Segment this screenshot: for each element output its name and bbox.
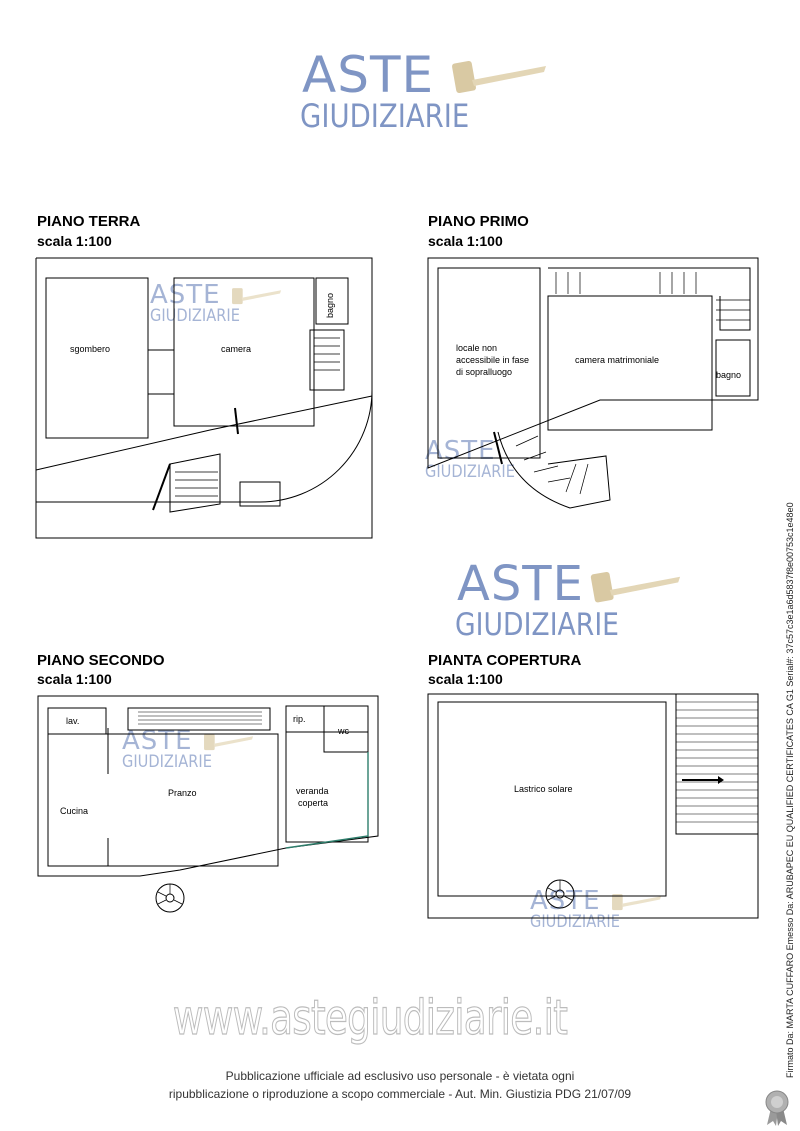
watermark-logo-top [300, 46, 560, 140]
plan-scale-copertura: scala 1:100 [428, 671, 503, 687]
plan-scale-terra: scala 1:100 [37, 233, 112, 249]
room-label-veranda-1: veranda [296, 786, 329, 796]
gavel-icon [587, 568, 682, 613]
plan-title-copertura: PIANTA COPERTURA [428, 652, 582, 669]
watermark-aste: ASTE [457, 556, 584, 612]
watermark-giudiziarie: GIUDIZIARIE [122, 752, 212, 772]
watermark-giudiziarie: GIUDIZIARIE [150, 306, 240, 326]
notice-line-1: Pubblicazione ufficiale ad esclusivo uso personale - è vietata ogni [225, 1069, 575, 1083]
watermark-aste: ASTE [150, 280, 221, 310]
plan-title-primo: PIANO PRIMO [428, 213, 529, 230]
room-label-camera: camera [221, 344, 252, 354]
room-label-lav: lav. [66, 716, 80, 726]
watermark-giudiziarie: GIUDIZIARIE [425, 462, 515, 482]
room-label-pranzo: Pranzo [168, 788, 197, 798]
room-label-bagno: bagno [325, 292, 335, 318]
floor-plan-secondo [30, 688, 385, 923]
digital-signature-text: Firmato Da: MARTA CUFFARO Emesso Da: ARUBAPEC EU QUALIFIED CERTIFICATES CA G1 Serial#: 37c57c3e1a6d5837f8e00753c1e48e0 [785, 502, 795, 1078]
plan-title-terra: PIANO TERRA [37, 213, 141, 230]
room-label-lastrico-solare: Lastrico solare [514, 784, 573, 794]
watermark-aste: ASTE [530, 886, 601, 916]
certificate-seal-icon [762, 1090, 792, 1126]
plan-scale-primo: scala 1:100 [428, 233, 503, 249]
floor-plan-copertura [420, 688, 765, 928]
room-label-rip: rip. [293, 714, 306, 724]
room-label-wc: wc [338, 726, 349, 736]
gavel-icon [448, 58, 548, 103]
floor-plan-terra [30, 250, 380, 550]
watermark-aste: ASTE [425, 436, 496, 466]
floor-plan-primo [420, 250, 765, 520]
watermark-aste: ASTE [122, 726, 193, 756]
room-label-veranda-2: coperta [298, 798, 329, 808]
room-label-camera-matrimoniale: camera matrimoniale [575, 355, 660, 365]
room-label-bagno: bagno [716, 370, 742, 380]
watermark-giudiziarie: GIUDIZIARIE [300, 97, 470, 135]
room-label-sgombero: sgombero [70, 344, 111, 354]
watermark-giudiziarie: GIUDIZIARIE [530, 912, 620, 932]
notice-line-2: ripubblicazione o riproduzione a scopo commerciale - Aut. Min. Giustizia PDG 21/07/09 [168, 1087, 632, 1101]
room-label-locale-2: accessibile in fase [456, 355, 530, 365]
watermark-logo-middle [455, 556, 695, 650]
plan-scale-secondo: scala 1:100 [37, 671, 112, 687]
room-label-cucina: Cucina [60, 806, 89, 816]
website-watermark: www.astegiudiziarie.it [172, 990, 568, 1046]
room-label-locale-1: locale non [456, 343, 498, 353]
plan-title-secondo: PIANO SECONDO [37, 652, 165, 669]
room-label-locale-3: di sopralluogo [456, 367, 513, 377]
watermark-aste: ASTE [302, 46, 435, 104]
watermark-giudiziarie: GIUDIZIARIE [455, 607, 620, 643]
